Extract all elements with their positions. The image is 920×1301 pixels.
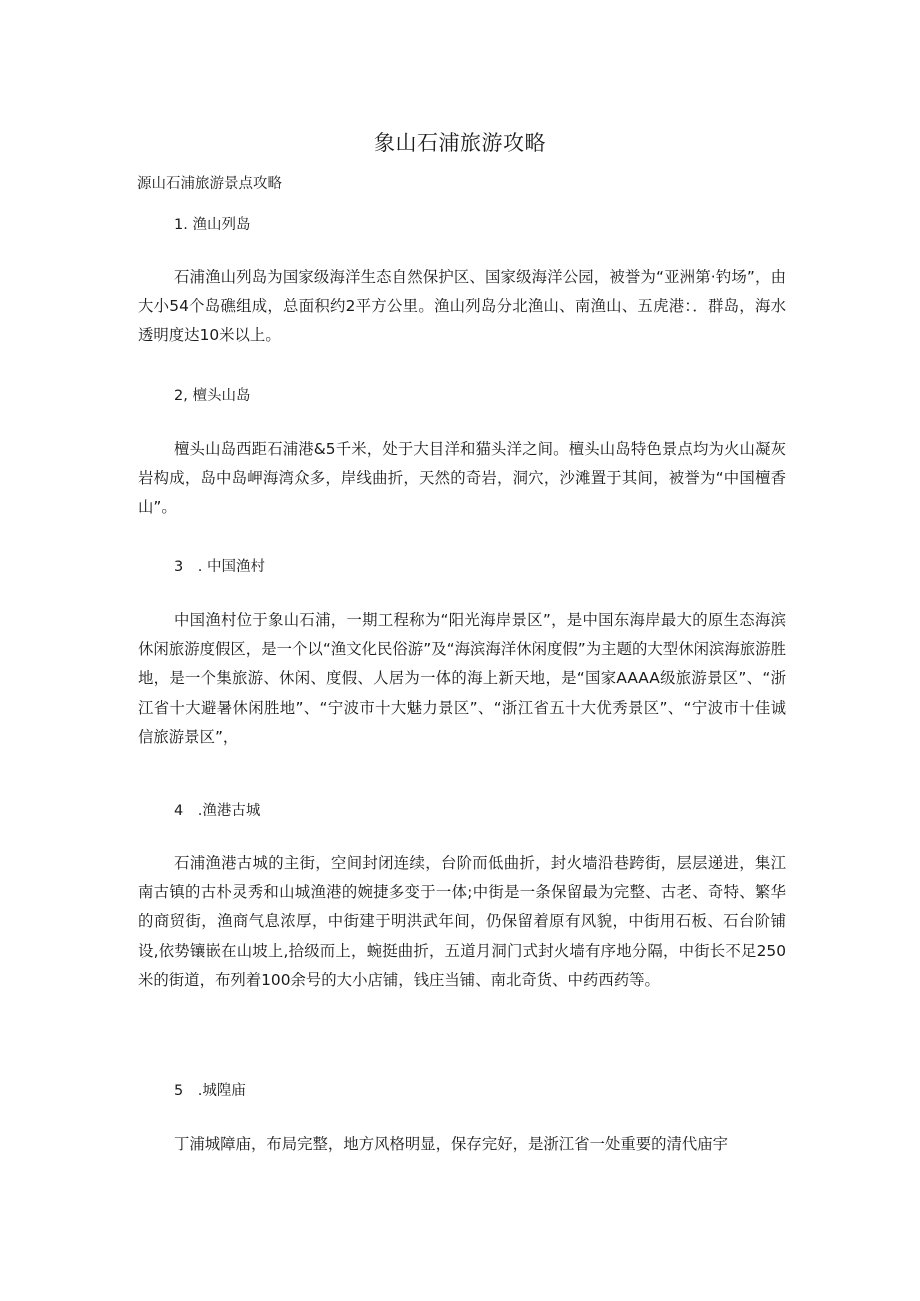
section-body-5: 丁浦城障庙，布局完整，地方风格明显，保存完好，是浙江省一处重要的清代庙宇: [174, 1135, 729, 1153]
section-heading-1: 1. 渔山列岛: [174, 217, 251, 233]
section-body-1: 石浦渔山列岛为国家级海洋生态自然保护区、国家级海洋公园，被誉为“亚洲第·钓场”，由大小54个岛礁组成，总面积约2平方公里。渔山列岛分北渔山、南渔山、五虎港：．群岛，海水透明度达10米以上。: [138, 268, 786, 345]
section-heading-4: 4 .渔港古城: [174, 803, 261, 819]
section-heading-5: 5 .城隍庙: [174, 1083, 246, 1099]
document-title: 象山石浦旅游攻略: [374, 131, 546, 155]
section-heading-2: 2, 檀头山岛: [174, 388, 251, 404]
section-body-3: 中国渔村位于象山石浦，一期工程称为“阳光海岸景区”，是中国东海岸最大的原生态海滨休闲旅游度假区，是一个以“渔文化民俗游”及“海滨海洋休闲度假”为主题的大型休闲滨海旅游胜地，是一个集旅游、休闲、度假、人居为一体的海上新天地，是“国家AAAA级旅游景区”、“浙江省十大避暑休闲胜地”、“宁波市十大魅力景区”、“浙江省五十大优秀景区”、“宁波市十佳诚信旅游景区”，: [138, 611, 786, 746]
document-subtitle: 源山石浦旅游景点攻略: [137, 176, 282, 192]
section-heading-3: 3 . 中国渔村: [174, 559, 265, 575]
section-body-2: 檀头山岛西距石浦港&5千米，处于大目洋和猫头洋之间。檀头山岛特色景点均为火山凝灰岩构成，岛中岛岬海湾众多，岸线曲折，天然的奇岩，洞穴，沙滩置于其间，被誉为“中国檀香山”。: [138, 440, 786, 517]
section-body-4: 石浦渔港古城的主街，空间封闭连续，台阶而低曲折，封火墙沿巷跨街，层层递进，集江南古镇的古朴灵秀和山城渔港的婉捷多变于一体;中街是一条保留最为完整、古老、奇特、繁华的商贸街，渔商气息浓厚，中街建于明洪武年间，仍保留着原有风貌，中街用石板、石台阶铺设,依势镶嵌在山坡上,拾级而上，蜿挺曲折，五道月洞门式封火墙有序地分隔，中街长不足250米的街道，布列着100余号的大小店铺，钱庄当铺、南北奇货、中药西药等。: [138, 854, 786, 989]
